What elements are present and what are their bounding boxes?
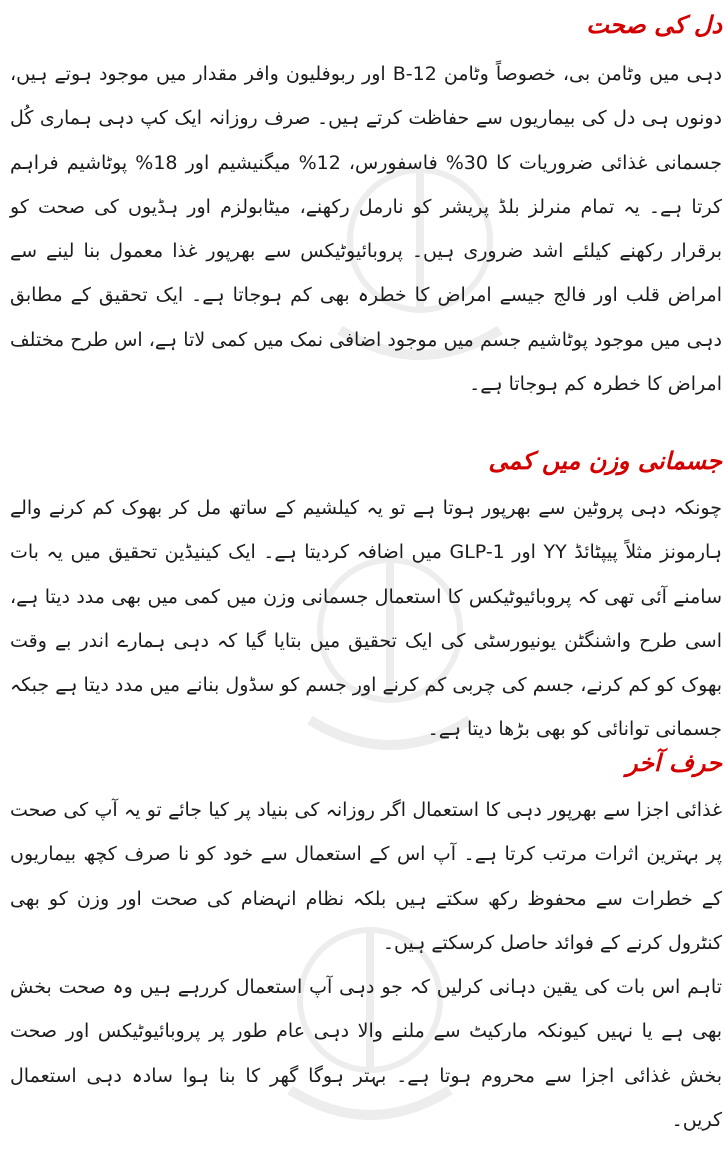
section-conclusion (10, 746, 722, 1142)
section-heading: جسمانی وزن میں کمی (488, 446, 722, 475)
section-heart-health (10, 8, 722, 406)
section-paragraph: چونکہ دہی پروٹین سے بھرپور ہوتا ہے تو یہ کیلشیم کے ساتھ مل کر بھوک کم کرنے والے ہارمونز مثلاً پیپٹائڈ YY اور GLP-1 میں اضافہ کردیتا ہے۔ ایک کینیڈین تحقیق میں یہ بات سامنے آئی تھی کہ پروبائیوٹیکس کا استعمال جسمانی وزن میں کمی میں بھی مدد دیتا ہے، اسی طرح واشنگٹن یونیورسٹی کی ایک تحقیق میں بتایا گیا کہ دہی ہمارے اندر بے وقت بھوک کو کم کرنے، جسم کی چربی کم کرنے اور جسم کو سڈول بنانے میں مدد دیتا ہے جبکہ جسمانی توانائی کو بھی بڑھا دیتا ہے۔ (10, 497, 722, 741)
section-weight-loss (10, 444, 722, 752)
article (10, 0, 722, 1157)
section-heading: حرف آخر (625, 748, 722, 777)
section-paragraph: تاہم اس بات کی یقین دہانی کرلیں کہ جو دہی آپ استعمال کررہے ہیں وہ صحت بخش بھی ہے یا نہیں کیونکہ مارکیٹ سے ملنے والا دہی عام طور پر پروبائیوٹیکس اور صحت بخش غذائی اجزا سے محروم ہوتا ہے۔ بہتر ہوگا گھر کا بنا ہوا سادہ دہی استعمال کریں۔ (10, 976, 723, 1132)
section-paragraph: دہی میں وٹامن بی، خصوصاً وٹامن B-12 اور ربوفلیون وافر مقدار میں موجود ہوتے ہیں، دونوں ہی دل کی بیماریوں سے حفاظت کرتے ہیں۔ صرف روزانہ ایک کپ دہی ہماری کُل جسمانی غذائی ضروریات کا 30% فاسفورس، 12% میگنیشیم اور 18% پوٹاشیم فراہم کرتا ہے۔ یہ تمام منرلز بلڈ پریشر کو نارمل رکھنے، میٹابولزم اور ہڈیوں کی صحت کو برقرار رکھنے کیلئے اشد ضروری ہیں۔ پروبائیوٹیکس سے بھرپور غذا معمول بنا لینے سے امراض قلب اور فالج جیسے امراض کا خطرہ بھی کم ہوجاتا ہے۔ ایک تحقیق کے مطابق دہی میں موجود پوٹاشیم جسم میں موجود اضافی نمک میں کمی لاتا ہے، اس طرح مختلف امراض کا خطرہ کم ہوجاتا ہے۔ (10, 63, 722, 396)
section-paragraph: غذائی اجزا سے بھرپور دہی کا استعمال اگر روزانہ کی بنیاد پر کیا جائے تو یہ آپ کی صحت پر بہترین اثرات مرتب کرتا ہے۔ آپ اس کے استعمال سے خود کو نا صرف کچھ بیماریوں کے خطرات سے محفوظ رکھ سکتے ہیں بلکہ نظام انہضام کی صحت اور وزن کو بھی کنٹرول کرنے کے فوائد حاصل کرسکتے ہیں۔ (10, 799, 722, 954)
section-heading: دل کی صحت (586, 10, 722, 39)
